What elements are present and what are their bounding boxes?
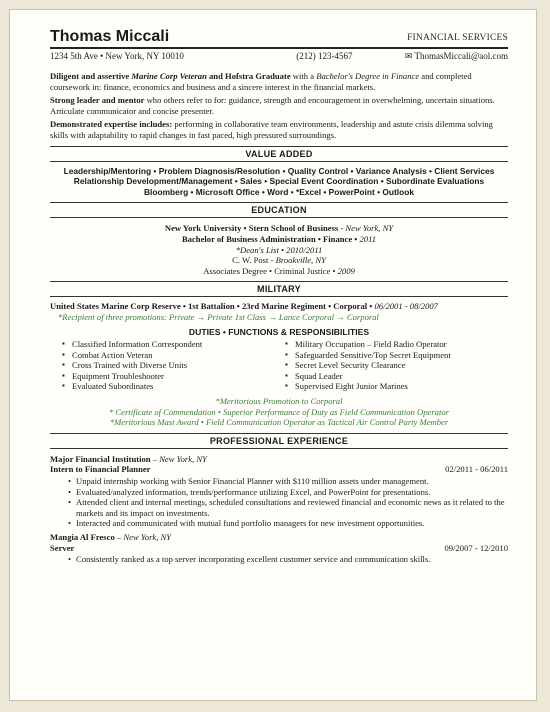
company-location: – New York, NY: [114, 532, 172, 542]
education-school-1: [50, 223, 508, 234]
section-header-military: MILITARY: [50, 281, 508, 297]
summary-veteran: Marine Corp Veteran: [131, 71, 207, 81]
duties-heading: DUTIES • FUNCTIONS & RESPONSIBILITIES: [188, 326, 370, 337]
document-frame: [9, 9, 537, 701]
summary-lead: Strong leader and mentor: [50, 95, 145, 106]
award-line: * Certificate of Commendation • Superior Performance of Duty as Field Communication Operator: [108, 406, 450, 417]
duties-list-right: [285, 339, 508, 392]
degree-year: 2011: [359, 233, 377, 244]
summary-text: and completed coursework in: finance, economics and business and a sincere interest in the financial markets.: [50, 71, 472, 92]
job-bullets: [50, 476, 508, 529]
summary-section: [50, 71, 508, 141]
list-item: • Interacted and communicated with mutual fund portfolio managers for new investment opportunities.: [68, 518, 508, 529]
job-title-row: [50, 464, 508, 475]
summary-degree: Bachelor's Degree in Finance: [316, 71, 420, 81]
education-degree-1: [50, 234, 508, 245]
skills-line: Leadership/Mentoring • Problem Diagnosis/Resolution • Quality Control • Variance Analysis • Client Services: [63, 165, 495, 176]
job-title: Intern to Financial Planner: [50, 464, 151, 475]
summary-lead: Demonstrated expertise includes:: [50, 119, 173, 130]
resume-page: [50, 24, 508, 565]
job-company-line: [50, 454, 508, 465]
email-icon: ✉: [404, 51, 413, 61]
company-name: Mangia Al Fresco: [50, 532, 115, 542]
job-title: Server: [50, 542, 75, 553]
list-item: ▪ Combat Action Veteran: [62, 350, 285, 361]
email-address: ThomasMiccali@aol.com: [414, 51, 508, 61]
service-dates: 06/2001 - 08/2007: [374, 301, 438, 312]
job-company-line: [50, 532, 508, 543]
skills-line: Relationship Development/Management • Sales • Special Event Coordination • Subordinate Evaluations: [73, 176, 485, 187]
job-bullets: [50, 554, 508, 565]
school-name: C. W. Post: [232, 255, 269, 266]
list-item: ▪ Secret Level Security Clearance: [285, 360, 508, 371]
education-details: [50, 223, 508, 276]
job-dates: 02/2011 - 06/2011: [445, 464, 508, 475]
list-item: • Consistently ranked as a top server incorporating excellent customer service and communication skills.: [68, 554, 508, 565]
deans-list: *Dean's List • 2010/2011: [235, 244, 323, 255]
contact-line: [50, 50, 508, 62]
phone-number: (212) 123-4567: [296, 51, 353, 61]
school-location: - New York, NY: [338, 223, 394, 234]
summary-graduate: and Hofstra Graduate: [206, 71, 291, 81]
list-item: • Unpaid internship working with Senior Financial Planner with $110 million assets under management.: [68, 476, 508, 487]
section-header-experience: PROFESSIONAL EXPERIENCE: [50, 433, 508, 449]
list-item: • Attended client and internal meetings, scheduled consultations and reviewed financial and economic news as it related to the markets and its impact on investments.: [68, 497, 508, 518]
list-item: ▪ Cross Trained with Diverse Units: [62, 360, 285, 371]
education-school-2: [50, 255, 508, 266]
promotions-note: *Recipient of three promotions: Private → Private 1st Class → Lance Corporal → Corporal: [58, 311, 379, 322]
degree-name: Bachelor of Business Administration • Finance •: [181, 233, 360, 244]
company-location: – New York, NY: [150, 453, 207, 464]
list-item: ▪ Supervised Eight Junior Marines: [285, 381, 508, 392]
job-title-row: [50, 543, 508, 554]
list-item: ▪ Military Occupation – Field Radio Operator: [285, 339, 508, 350]
email-block: [405, 50, 508, 62]
summary-paragraph-3: [50, 119, 508, 140]
job-entry-1: [50, 454, 508, 529]
school-name: New York University • Stern School of Business: [164, 223, 339, 234]
award-line: *Meritorious Mast Award • Field Communication Operator as Tactical Air Control Party Member: [109, 417, 449, 428]
summary-text: who others refer to for: guidance, strength and encouragement in overwhelming, uncertain situations. Articulate communicator and concise presenter.: [50, 95, 495, 116]
degree-year: 2009: [337, 265, 355, 276]
merit-awards: [50, 396, 508, 428]
skills-line: Bloomberg • Microsoft Office • Word • *Excel • PowerPoint • Outlook: [144, 186, 414, 197]
header-rule: [50, 47, 508, 49]
list-item: • Evaluated/analyzed information, trends/performance utilizing Excel, and PowerPoint for presentations.: [68, 487, 508, 498]
list-item: ▪ Safeguarded Sensitive/Top Secret Equipment: [285, 350, 508, 361]
summary-text: with a: [290, 71, 317, 81]
unit-name: United States Marine Corp Reserve • 1st Battalion • 23rd Marine Regiment • Corporal •: [50, 301, 375, 312]
education-degree-2: [50, 266, 508, 277]
list-item: ▪ Squad Leader: [285, 371, 508, 382]
section-header-value-added: VALUE ADDED: [50, 146, 508, 162]
skills-list: [50, 166, 508, 198]
company-name: Major Financial Institution: [50, 453, 151, 464]
school-location: - Brookville, NY: [268, 255, 326, 266]
degree-name: Associates Degree • Criminal Justice •: [203, 265, 338, 276]
summary-paragraph-1: [50, 71, 508, 92]
candidate-name: Thomas Miccali: [50, 28, 170, 45]
summary-text: performing in collaborative team environments, leadership and astute crisis dilemma solving skills with adaptability to rapid changes in fast paced, high pressured surroundings.: [50, 119, 493, 140]
job-dates: 09/2007 - 12/2010: [444, 542, 508, 553]
duties-list-left: [62, 339, 285, 392]
summary-paragraph-2: [50, 95, 508, 116]
list-item: ▪ Equipment Troubleshooter: [62, 371, 285, 382]
address: 1234 5th Ave • New York, NY 10010: [50, 51, 184, 61]
list-item: ▪ Evaluated Subordinates: [62, 381, 285, 392]
job-entry-2: [50, 532, 508, 565]
section-header-education: EDUCATION: [50, 202, 508, 218]
duties-columns: [50, 339, 508, 392]
career-field: FINANCIAL SERVICES: [407, 33, 508, 44]
summary-lead: Diligent and assertive: [50, 71, 132, 81]
list-item: ▪ Classified Information Correspondent: [62, 339, 285, 350]
military-unit: [50, 301, 508, 312]
resume-header: [50, 24, 508, 46]
award-line: *Meritorious Promotion to Corporal: [215, 396, 343, 407]
